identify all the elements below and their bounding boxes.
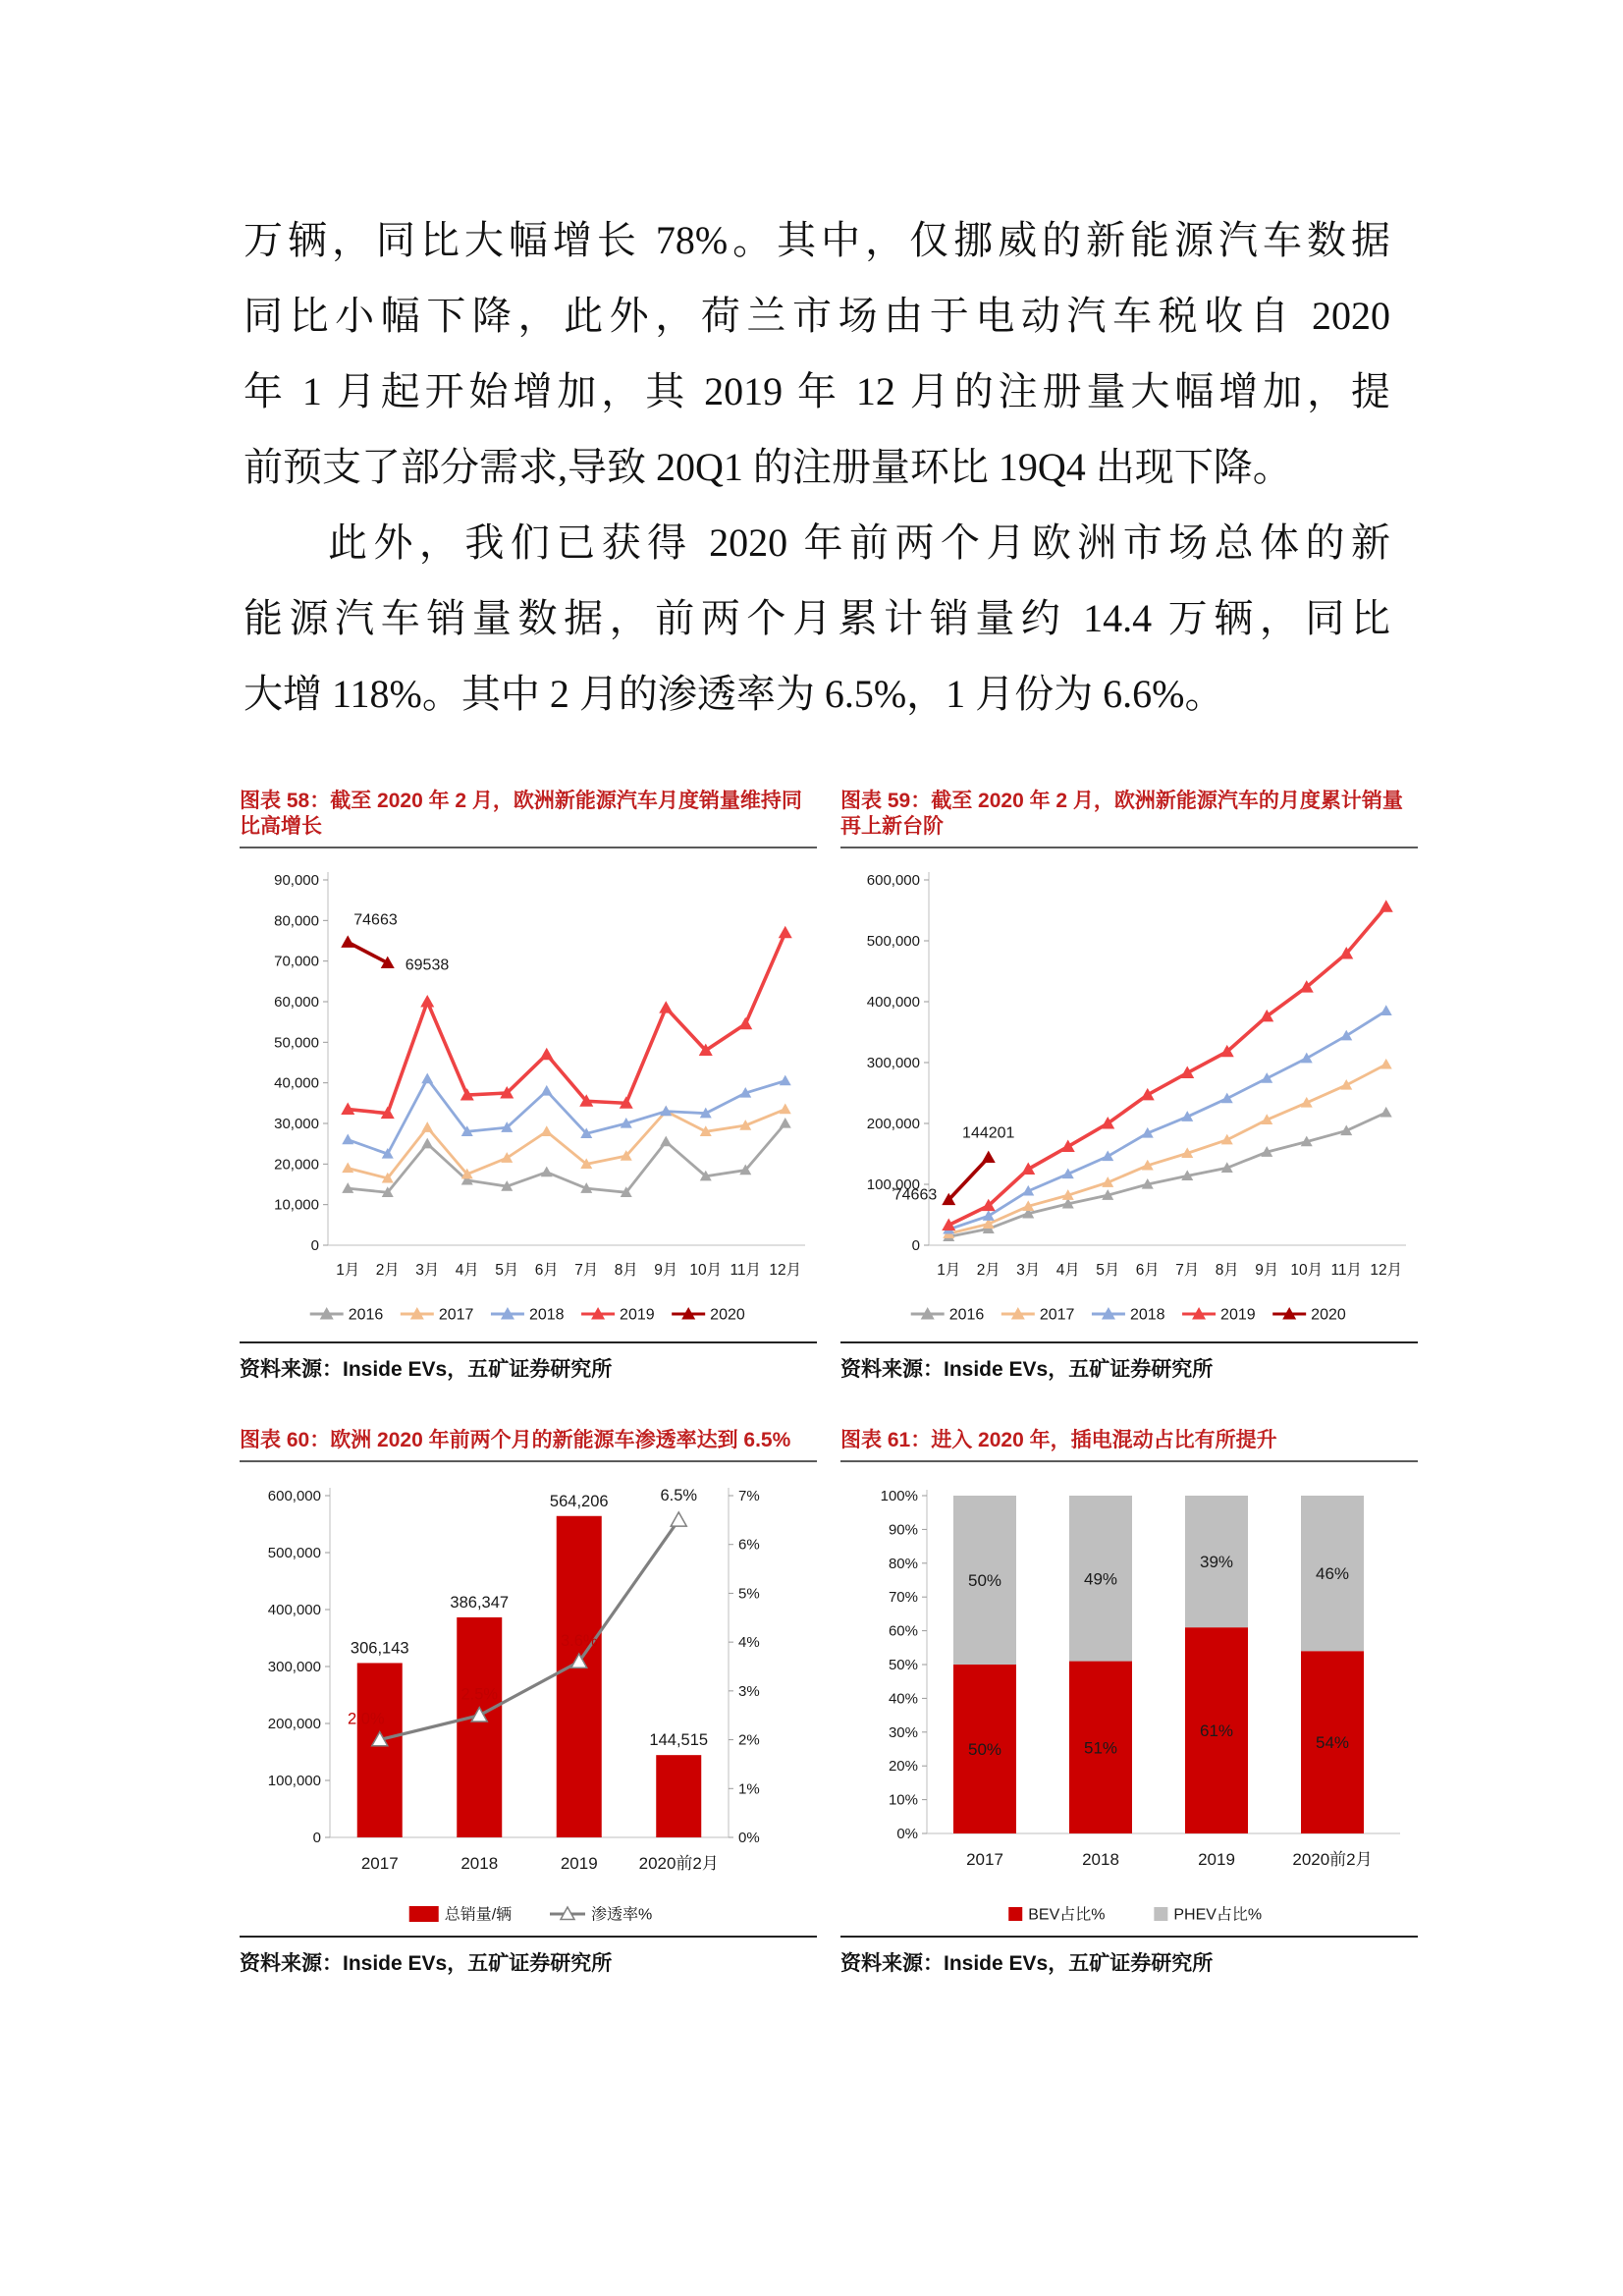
- svg-text:2016: 2016: [348, 1306, 384, 1324]
- svg-text:40,000: 40,000: [274, 1074, 319, 1092]
- svg-text:11月: 11月: [1330, 1262, 1363, 1279]
- svg-text:54%: 54%: [1315, 1733, 1350, 1753]
- svg-text:1月: 1月: [336, 1262, 360, 1279]
- svg-text:2017: 2017: [966, 1850, 1003, 1869]
- svg-text:11月: 11月: [730, 1262, 762, 1279]
- svg-text:2018: 2018: [528, 1306, 565, 1324]
- svg-text:386,347: 386,347: [450, 1593, 510, 1612]
- figure-60: [240, 1428, 817, 1977]
- svg-text:100,000: 100,000: [866, 1176, 920, 1193]
- figure-60-source: 资料来源：Inside EVs，五矿证券研究所: [240, 1936, 817, 1977]
- svg-text:3月: 3月: [415, 1262, 440, 1279]
- figures-grid: [240, 789, 1418, 1977]
- svg-text:3.6%: 3.6%: [560, 1632, 598, 1651]
- svg-text:60%: 60%: [888, 1622, 918, 1640]
- svg-text:39%: 39%: [1199, 1553, 1234, 1572]
- svg-text:10月: 10月: [1290, 1262, 1324, 1279]
- svg-text:20%: 20%: [888, 1758, 918, 1776]
- svg-text:10月: 10月: [689, 1262, 723, 1279]
- svg-text:10%: 10%: [888, 1791, 918, 1809]
- svg-text:2018: 2018: [1082, 1850, 1119, 1869]
- svg-text:2月: 2月: [976, 1262, 1001, 1279]
- svg-text:80%: 80%: [888, 1555, 918, 1572]
- svg-text:80,000: 80,000: [274, 912, 319, 930]
- svg-text:46%: 46%: [1315, 1564, 1350, 1584]
- body-text: [243, 202, 1390, 732]
- svg-text:70%: 70%: [888, 1589, 918, 1607]
- svg-text:5月: 5月: [495, 1262, 519, 1279]
- svg-text:40%: 40%: [888, 1690, 918, 1708]
- svg-text:2017: 2017: [438, 1306, 474, 1324]
- body-line: 年 1 月起开始增加，其 2019 年 12 月的注册量大幅增加，提: [243, 369, 1390, 413]
- svg-text:50%: 50%: [888, 1657, 918, 1673]
- svg-text:12月: 12月: [769, 1262, 802, 1279]
- svg-text:7月: 7月: [1175, 1262, 1200, 1279]
- svg-text:0%: 0%: [896, 1826, 918, 1842]
- body-line: 前预支了部分需求,导致 20Q1 的注册量环比 19Q4 出现下降。: [243, 445, 1292, 489]
- svg-text:90,000: 90,000: [274, 872, 319, 889]
- svg-text:2020: 2020: [710, 1306, 745, 1324]
- svg-text:2017: 2017: [1039, 1306, 1075, 1324]
- svg-text:PHEV占比%: PHEV占比%: [1173, 1906, 1263, 1924]
- svg-text:12月: 12月: [1370, 1262, 1403, 1279]
- svg-text:2020前2月: 2020前2月: [1292, 1850, 1373, 1869]
- svg-text:2月: 2月: [375, 1262, 400, 1279]
- body-line: 此外，我们已获得 2020 年前两个月欧洲市场总体的新: [328, 520, 1390, 565]
- svg-text:144,515: 144,515: [649, 1731, 709, 1750]
- svg-text:600,000: 600,000: [267, 1488, 321, 1504]
- svg-text:2018: 2018: [460, 1854, 499, 1873]
- svg-text:3月: 3月: [1016, 1262, 1041, 1279]
- body-line: 同比小幅下降，此外，荷兰市场由于电动汽车税收自 2020: [243, 294, 1390, 338]
- svg-text:500,000: 500,000: [866, 933, 920, 950]
- svg-text:7%: 7%: [738, 1488, 760, 1504]
- chart-60-total-sales-penetration: [240, 1470, 817, 1934]
- svg-text:144201: 144201: [962, 1124, 1015, 1142]
- svg-text:600,000: 600,000: [866, 872, 920, 889]
- svg-text:6月: 6月: [1135, 1262, 1160, 1279]
- svg-text:100,000: 100,000: [267, 1773, 321, 1789]
- svg-text:51%: 51%: [1083, 1738, 1118, 1758]
- figure-58: [240, 789, 817, 1383]
- svg-text:74663: 74663: [353, 911, 398, 929]
- svg-text:总销量/辆: 总销量/辆: [444, 1906, 513, 1924]
- chart-59-cumulative-sales-line: [840, 856, 1418, 1339]
- figure-61-title: 图表 61：进入 2020 年，插电混动占比有所提升: [840, 1428, 1418, 1462]
- svg-text:4%: 4%: [738, 1634, 760, 1652]
- svg-text:74663: 74663: [893, 1186, 938, 1204]
- body-line: 能源汽车销量数据，前两个月累计销量约 14.4 万辆，同比: [243, 596, 1390, 640]
- svg-text:2020: 2020: [1311, 1306, 1346, 1324]
- svg-text:8月: 8月: [614, 1262, 638, 1279]
- svg-text:6%: 6%: [738, 1536, 760, 1554]
- svg-text:1月: 1月: [937, 1262, 961, 1279]
- svg-text:200,000: 200,000: [267, 1716, 321, 1732]
- svg-text:70,000: 70,000: [274, 953, 319, 970]
- svg-text:300,000: 300,000: [866, 1055, 920, 1071]
- figure-59-source: 资料来源：Inside EVs，五矿证券研究所: [840, 1341, 1418, 1383]
- svg-text:6.5%: 6.5%: [660, 1486, 698, 1504]
- svg-text:2019: 2019: [1220, 1306, 1256, 1324]
- svg-text:2018: 2018: [1129, 1306, 1165, 1324]
- figure-59: [840, 789, 1418, 1383]
- svg-text:300,000: 300,000: [267, 1659, 321, 1675]
- figure-60-title: 图表 60：欧洲 2020 年前两个月的新能源车渗透率达到 6.5%: [240, 1428, 817, 1462]
- svg-text:61%: 61%: [1199, 1722, 1234, 1741]
- svg-text:10,000: 10,000: [274, 1196, 319, 1214]
- svg-text:7月: 7月: [574, 1262, 599, 1279]
- svg-text:2%: 2%: [738, 1731, 760, 1749]
- svg-text:0: 0: [310, 1237, 319, 1254]
- svg-text:0: 0: [911, 1237, 920, 1254]
- svg-text:BEV占比%: BEV占比%: [1028, 1906, 1106, 1924]
- svg-text:2019: 2019: [620, 1306, 655, 1324]
- svg-text:5%: 5%: [738, 1585, 760, 1603]
- svg-text:1%: 1%: [738, 1780, 760, 1798]
- svg-text:9月: 9月: [1255, 1262, 1279, 1279]
- svg-text:2019: 2019: [1198, 1850, 1235, 1869]
- svg-text:20,000: 20,000: [274, 1156, 319, 1174]
- svg-text:3%: 3%: [738, 1682, 760, 1700]
- svg-text:50,000: 50,000: [274, 1034, 319, 1052]
- svg-text:30%: 30%: [888, 1723, 918, 1741]
- svg-text:2017: 2017: [360, 1854, 399, 1873]
- svg-text:4月: 4月: [455, 1262, 479, 1279]
- svg-text:4月: 4月: [1055, 1262, 1080, 1279]
- svg-text:100%: 100%: [880, 1488, 918, 1504]
- svg-text:0: 0: [312, 1830, 321, 1846]
- svg-text:2019: 2019: [560, 1854, 598, 1873]
- svg-text:2016: 2016: [948, 1306, 985, 1324]
- svg-text:渗透率%: 渗透率%: [591, 1906, 653, 1924]
- svg-text:0%: 0%: [738, 1830, 760, 1846]
- svg-text:6月: 6月: [534, 1262, 559, 1279]
- svg-text:2.5%: 2.5%: [460, 1685, 499, 1704]
- chart-58-monthly-sales-line: [240, 856, 817, 1339]
- svg-text:400,000: 400,000: [866, 994, 920, 1011]
- figure-58-source: 资料来源：Inside EVs，五矿证券研究所: [240, 1341, 817, 1383]
- body-line: 万辆，同比大幅增长 78%。其中，仅挪威的新能源汽车数据: [243, 218, 1390, 262]
- figure-59-title: 图表 59：截至 2020 年 2 月，欧洲新能源汽车的月度累计销量再上新台阶: [840, 789, 1418, 848]
- svg-text:306,143: 306,143: [350, 1639, 409, 1658]
- figure-61: [840, 1428, 1418, 1977]
- svg-text:8月: 8月: [1215, 1262, 1239, 1279]
- figure-58-title: 图表 58：截至 2020 年 2 月，欧洲新能源汽车月度销量维持同比高增长: [240, 789, 817, 848]
- svg-text:90%: 90%: [888, 1521, 918, 1539]
- svg-text:2020前2月: 2020前2月: [638, 1854, 719, 1873]
- svg-text:49%: 49%: [1083, 1569, 1118, 1589]
- svg-text:30,000: 30,000: [274, 1116, 319, 1132]
- svg-text:5月: 5月: [1096, 1262, 1120, 1279]
- figure-61-source: 资料来源：Inside EVs，五矿证券研究所: [840, 1936, 1418, 1977]
- svg-text:2.0%: 2.0%: [347, 1710, 385, 1728]
- chart-61-bev-phev-share-stacked: [840, 1470, 1418, 1934]
- svg-text:69538: 69538: [405, 957, 450, 974]
- svg-text:564,206: 564,206: [549, 1492, 609, 1510]
- svg-text:60,000: 60,000: [274, 994, 319, 1011]
- svg-text:50%: 50%: [967, 1740, 1002, 1759]
- svg-text:500,000: 500,000: [267, 1545, 321, 1561]
- body-line: 大增 118%。其中 2 月的渗透率为 6.5%，1 月份为 6.6%。: [243, 672, 1224, 716]
- svg-text:400,000: 400,000: [267, 1602, 321, 1618]
- svg-text:50%: 50%: [967, 1571, 1002, 1590]
- svg-text:9月: 9月: [654, 1262, 678, 1279]
- svg-text:200,000: 200,000: [866, 1116, 920, 1132]
